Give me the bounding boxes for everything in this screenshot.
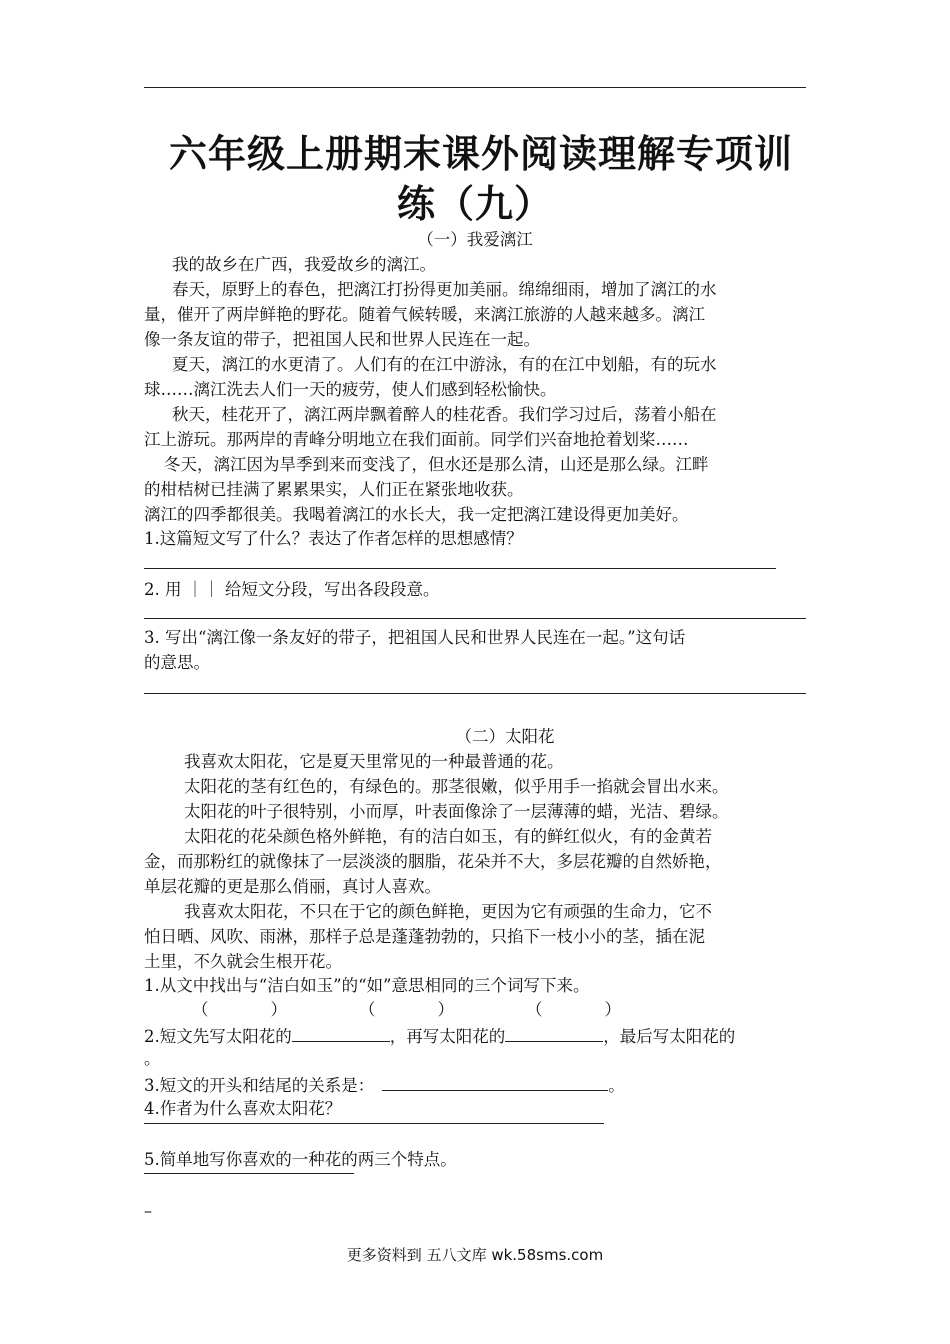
passage2-line: 金，而那粉红的就像抹了一层淡淡的胭脂，花朵并不大，多层花瓣的自然娇艳， bbox=[144, 852, 722, 871]
passage1-line: 我的故乡在广西，我爱故乡的漓江。 bbox=[172, 255, 436, 274]
fill-blank bbox=[382, 1072, 608, 1091]
paren-close: ） bbox=[270, 1000, 287, 1019]
passage2-line: 怕日晒、风吹、雨淋，那样子总是蓬蓬勃勃的，只掐下一枝小小的茎，插在泥 bbox=[144, 927, 705, 946]
passage2-line: 我喜欢太阳花，它是夏天里常见的一种最普通的花。 bbox=[184, 752, 564, 771]
paren-close: ） bbox=[604, 1000, 621, 1019]
passage2-line: 太阳花的茎有红色的，有绿色的。那茎很嫩，似乎用手一掐就会冒出水来。 bbox=[184, 777, 729, 796]
fill-blank bbox=[292, 1023, 390, 1042]
answer-line bbox=[144, 1123, 604, 1124]
page-title-line2: 练（九） bbox=[396, 182, 553, 226]
passage1-line: 漓江的四季都很美。我喝着漓江的水长大，我一定把漓江建设得更加美好。 bbox=[144, 505, 689, 524]
passage2-line: 土里，不久就会生根开花。 bbox=[144, 952, 342, 971]
passage1-line: 像一条友谊的带子，把祖国人民和世界人民连在一起。 bbox=[144, 330, 540, 349]
passage1-heading: （一）我爱漓江 bbox=[417, 230, 533, 249]
footer-text: 更多资料到 五八文库 wk.58sms.com bbox=[346, 1246, 604, 1264]
passage1-question-3: 3. 写出“漓江像一条友好的带子，把祖国人民和世界人民连在一起。”这句话 bbox=[144, 628, 686, 647]
passage1-line: 江上游玩。那两岸的青峰分明地立在我们面前。同学们兴奋地抢着划桨…… bbox=[144, 430, 689, 449]
passage1-question-1: 1.这篇短文写了什么？表达了作者怎样的思想感情？ bbox=[144, 529, 523, 548]
passage2-question-2 bbox=[144, 1023, 814, 1049]
header-rule bbox=[144, 87, 806, 88]
answer-line bbox=[144, 568, 776, 569]
passage1-line: 的柑桔树已挂满了累累果实，人们正在紧张地收获。 bbox=[144, 480, 524, 499]
fill-blank bbox=[505, 1023, 603, 1042]
passage2-line: 太阳花的叶子很特别，小而厚，叶表面像涂了一层薄薄的蜡，光洁、碧绿。 bbox=[184, 802, 729, 821]
passage1-question-3-cont: 的意思。 bbox=[144, 653, 210, 672]
stray-dash: – bbox=[144, 1201, 152, 1220]
paren-open: （ bbox=[359, 1000, 376, 1019]
paren-open: （ bbox=[192, 1000, 209, 1019]
passage2-line: 单层花瓣的更是那么俏丽，真讨人喜欢。 bbox=[144, 877, 441, 896]
q2-text-b: ，再写太阳花的 bbox=[389, 1027, 506, 1046]
passage2-question-5: 5.简单地写你喜欢的一种花的两三个特点。 bbox=[144, 1150, 457, 1169]
passage1-line: 秋天，桂花开了，漓江两岸飘着醉人的桂花香。我们学习过后，荡着小船在 bbox=[172, 405, 717, 424]
page-title-line1: 六年级上册期末课外阅读理解专项训 bbox=[168, 132, 793, 176]
paren-open: （ bbox=[526, 1000, 543, 1019]
q3-end: 。 bbox=[608, 1076, 625, 1095]
passage2-line: 我喜欢太阳花，不只在于它的颜色鲜艳，更因为它有顽强的生命力，它不 bbox=[184, 902, 712, 921]
answer-line bbox=[144, 618, 806, 619]
passage2-heading: （二）太阳花 bbox=[455, 727, 555, 746]
passage1-line: 量，催开了两岸鲜艳的野花。随着气候转暖，来漓江旅游的人越来越多。漓江 bbox=[144, 305, 705, 324]
passage1-line: 夏天，漓江的水更清了。人们有的在江中游泳，有的在江中划船，有的玩水 bbox=[172, 355, 717, 374]
passage1-line: 冬天，漓江因为旱季到来而变浅了，但水还是那么清，山还是那么绿。江畔 bbox=[164, 455, 709, 474]
passage2-line: 太阳花的花朵颜色格外鲜艳，有的洁白如玉，有的鲜红似火，有的金黄若 bbox=[184, 827, 712, 846]
q2-text-c: ，最后写太阳花的 bbox=[603, 1027, 736, 1046]
paren-close: ） bbox=[437, 1000, 454, 1019]
answer-line bbox=[144, 1173, 354, 1174]
q2-text-a: 2.短文先写太阳花的 bbox=[144, 1027, 292, 1046]
passage2-question-1: 1.从文中找出与“洁白如玉”的“如”意思相同的三个词写下来。 bbox=[144, 976, 590, 995]
q2-end: 。 bbox=[144, 1049, 161, 1068]
passage2-question-4: 4.作者为什么喜欢太阳花？ bbox=[144, 1099, 342, 1118]
passage1-question-2: 2. 用 ｜｜ 给短文分段，写出各段段意。 bbox=[144, 580, 440, 599]
passage2-question-3 bbox=[144, 1072, 814, 1098]
answer-line bbox=[144, 693, 806, 694]
passage1-line: 球……漓江洗去人们一天的疲劳，使人们感到轻松愉快。 bbox=[144, 380, 557, 399]
passage2-question-1-blanks bbox=[144, 998, 862, 1022]
passage1-line: 春天，原野上的春色，把漓江打扮得更加美丽。绵绵细雨，增加了漓江的水 bbox=[172, 280, 717, 299]
q3-text: 3.短文的开头和结尾的关系是： bbox=[144, 1076, 375, 1095]
